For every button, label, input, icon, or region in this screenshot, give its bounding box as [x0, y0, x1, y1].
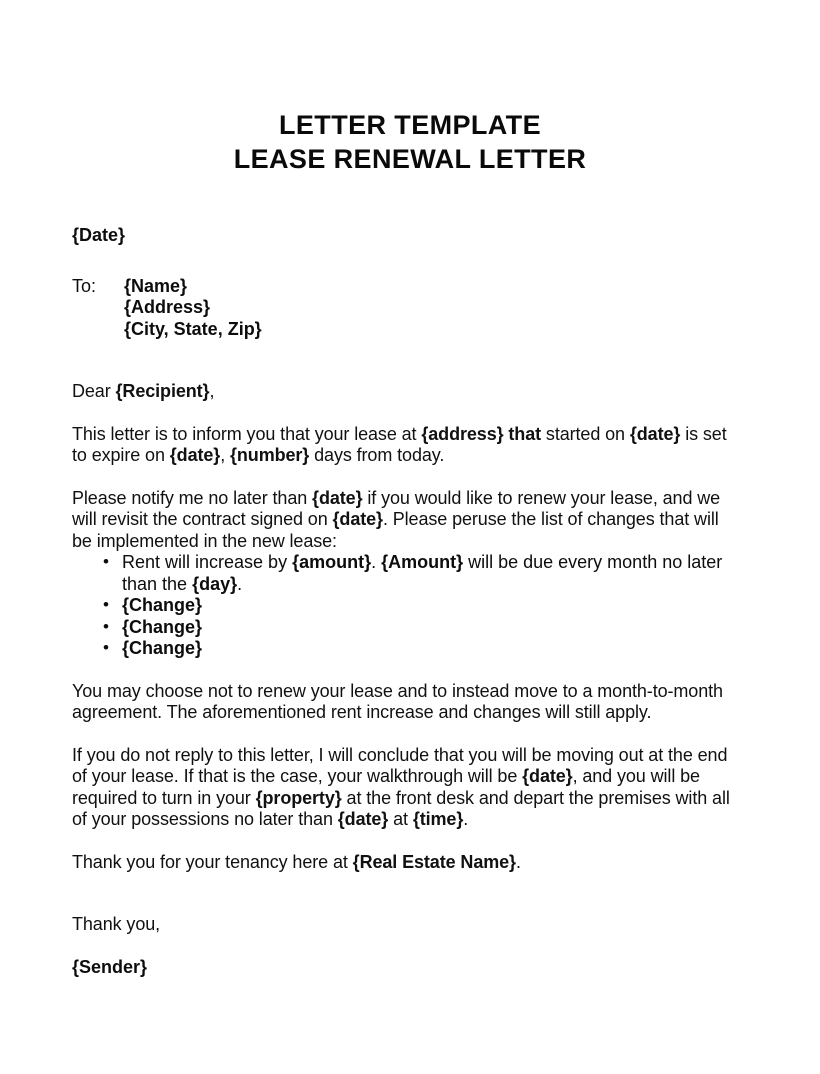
to-label: To:	[72, 275, 97, 296]
salutation-prefix: Dear	[72, 381, 116, 401]
p1-seg3: started on	[541, 423, 630, 444]
p4-seg9: .	[463, 809, 469, 829]
p2-contract-date-placeholder: {date}	[332, 509, 383, 529]
paragraph-thanks-tenancy	[72, 852, 735, 874]
p1-seg1: This letter is to inform you that your lease at	[72, 423, 422, 444]
p2-seg5: . Please peruse the list of changes that will be implemented in the new lease:	[72, 509, 719, 551]
recipient-address: {Address}	[124, 297, 211, 317]
salutation-recipient: {Recipient}	[115, 381, 210, 401]
b1-seg5: will be due every month no later than the	[122, 552, 723, 594]
b1-seg1: Rent will increase by	[122, 552, 293, 572]
changes-list	[72, 552, 735, 660]
letter-body	[0, 176, 820, 978]
list-item	[72, 617, 735, 639]
change-placeholder: {Change}	[122, 638, 203, 658]
list-item	[72, 638, 735, 660]
recipient-lines	[124, 276, 262, 341]
salutation-suffix: ,	[209, 381, 215, 401]
date-placeholder: {Date}	[72, 225, 126, 245]
p4-seg3: , and you will be required to turn in your	[72, 766, 700, 808]
recipient-city-state-zip: {City, State, Zip}	[124, 318, 262, 339]
paragraph-move-out	[72, 745, 735, 831]
b1-amount-capital-placeholder: {Amount}	[381, 552, 464, 572]
p2-seg3: if you would like to renew your lease, and we will revisit the contract signed on	[72, 487, 721, 529]
document-title	[0, 0, 820, 176]
recipient-name: {Name}	[124, 275, 188, 296]
paragraph-lease-expiry	[72, 424, 735, 467]
signature-placeholder: {Sender}	[72, 956, 148, 977]
closing-line: Thank you,	[72, 914, 161, 934]
p2-seg1: Please notify me no later than	[72, 487, 313, 508]
b1-seg7: .	[237, 573, 243, 594]
p1-expiry-date-placeholder: {date}	[169, 445, 221, 465]
paragraph-month-to-month: You may choose not to renew your lease and to instead move to a month-to-month agreement. The aforementioned rent increase and changes will still apply.	[72, 680, 723, 722]
change-placeholder: {Change}	[122, 595, 203, 615]
p1-address-placeholder: {address} that	[421, 423, 542, 444]
p1-seg5: is set to expire on	[72, 423, 727, 465]
title-line-2: LEASE RENEWAL LETTER	[233, 144, 587, 174]
b1-seg3: .	[371, 552, 382, 572]
salutation	[72, 381, 735, 403]
p1-seg9: days from today.	[309, 445, 445, 465]
list-item	[72, 552, 735, 595]
p4-walkthrough-date-placeholder: {date}	[522, 766, 573, 786]
b1-day-placeholder: {day}	[192, 573, 238, 594]
paragraph-renewal-notice	[72, 488, 735, 553]
p2-notify-date-placeholder: {date}	[312, 487, 363, 508]
title-line-1: LETTER TEMPLATE	[279, 110, 541, 140]
p4-seg5: at the front desk and depart the premises with all of your possessions no later than	[72, 787, 730, 829]
b1-amount-placeholder: {amount}	[292, 552, 372, 572]
p4-date-placeholder: {date}	[337, 809, 389, 829]
p4-time-placeholder: {time}	[412, 809, 464, 829]
p5-seg1: Thank you for your tenancy here at	[72, 851, 353, 872]
recipient-block	[72, 276, 735, 341]
p5-real-estate-name-placeholder: {Real Estate Name}	[352, 851, 516, 872]
p1-seg7: ,	[220, 445, 230, 465]
change-placeholder: {Change}	[122, 616, 203, 637]
list-item	[72, 595, 735, 617]
p5-seg3: .	[515, 851, 521, 872]
p4-seg1: If you do not reply to this letter, I will conclude that you will be moving out at the end of your lease. If that is the case, your walkthrough will be	[72, 744, 728, 786]
p1-number-placeholder: {number}	[230, 445, 310, 465]
p4-seg7: at	[388, 809, 413, 829]
p4-property-placeholder: {property}	[255, 787, 342, 808]
p1-start-date-placeholder: {date}	[629, 423, 681, 444]
